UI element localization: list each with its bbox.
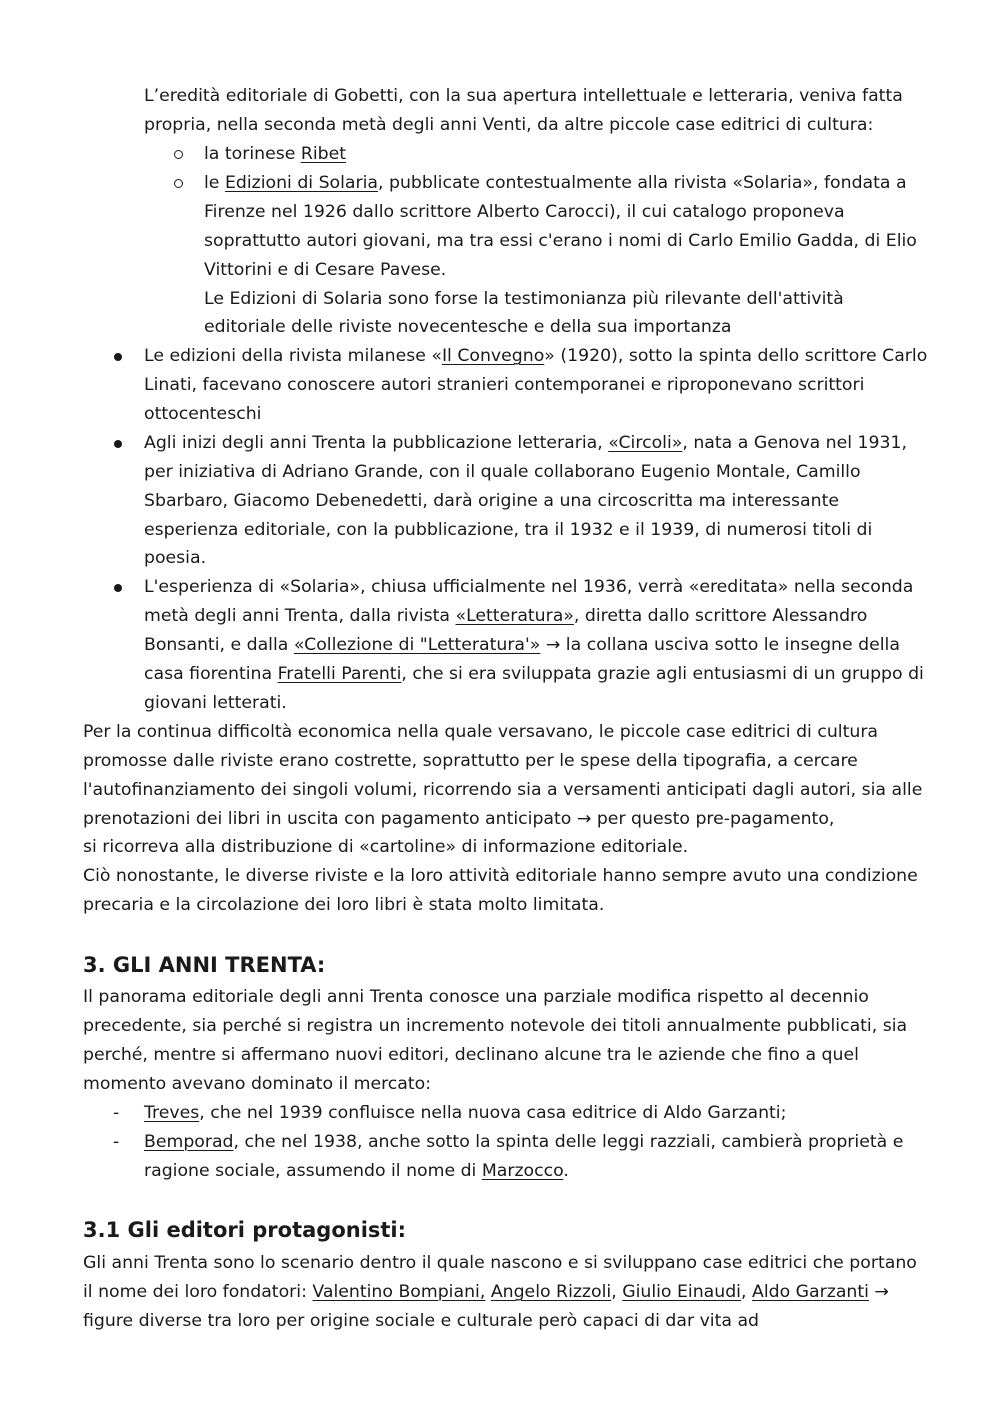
hollow-bullet-icon [174, 150, 183, 159]
list-item: ragione sociale, assumendo il nome di Marzocco. [144, 1161, 569, 1181]
bullet-icon [114, 353, 122, 361]
text-line: si ricorreva alla distribuzione di «cartoline» di informazione editoriale. [83, 837, 689, 857]
dash-bullet: - [113, 1103, 120, 1123]
link-giulio-einaudi[interactable]: Giulio Einaudi [622, 1282, 741, 1302]
list-item: le Edizioni di Solaria, pubblicate contestualmente alla rivista «Solaria», fondata a [204, 173, 907, 193]
text-line: perché, mentre si affermano nuovi editori, declinano alcune tra le aziende che fino a quel [83, 1045, 859, 1065]
text-line: editoriale delle riviste novecentesche e della sua importanza [204, 317, 732, 337]
hollow-bullet-icon [174, 179, 183, 188]
text-line: Linati, facevano conoscere autori stranieri contemporanei e riproponevano scrittori [144, 375, 865, 395]
text-line: Vittorini e di Cesare Pavese. [204, 260, 447, 280]
text-line: giovani letterati. [144, 693, 287, 713]
text-line: precedente, sia perché si registra un incremento notevole dei titoli annualmente pubblicati, sia [83, 1016, 908, 1036]
dash-bullet: - [113, 1132, 120, 1152]
list-item: Bemporad, che nel 1938, anche sotto la spinta delle leggi razziali, cambierà proprietà e [144, 1132, 904, 1152]
bullet-icon [114, 440, 122, 448]
text-line: per iniziativa di Adriano Grande, con il quale collaborano Eugenio Montale, Camillo [144, 462, 861, 482]
link-circoli[interactable]: «Circoli» [608, 433, 683, 453]
list-item: Le edizioni della rivista milanese «Il Convegno» (1920), sotto la spinta dello scrittore Carlo [144, 346, 928, 366]
text-line: precaria e la circolazione dei loro libri è stata molto limitata. [83, 895, 605, 915]
text-line: figure diverse tra loro per origine sociale e culturale però capaci di dar vita ad [83, 1311, 760, 1331]
link-valentino-bompiani[interactable]: Valentino Bompiani, [312, 1282, 486, 1302]
list-item: Agli inizi degli anni Trenta la pubblicazione letteraria, «Circoli», nata a Genova nel 1931, [144, 433, 908, 453]
text-line: prenotazioni dei libri in uscita con pagamento anticipato → per questo pre-pagamento, [83, 809, 835, 829]
list-item: casa fiorentina Fratelli Parenti, che si era sviluppata grazie agli entusiasmi di un gruppo di [144, 664, 924, 684]
section-heading: 3. GLI ANNI TRENTA: [83, 953, 326, 977]
section-heading: 3.1 Gli editori protagonisti: [83, 1218, 407, 1242]
text-line: esperienza editoriale, con la pubblicazione, tra il 1932 e il 1939, di numerosi titoli di [144, 520, 873, 540]
link-fratelli-parenti[interactable]: Fratelli Parenti [277, 664, 402, 684]
text-line: Sbarbaro, Giacomo Debenedetti, darà origine a una circoscritta ma interessante [144, 491, 839, 511]
link-bemporad[interactable]: Bemporad [144, 1132, 234, 1152]
text-line: soprattutto autori giovani, ma tra essi c'erano i nomi di Carlo Emilio Gadda, di Elio [204, 231, 917, 251]
text-line: poesia. [144, 548, 207, 568]
text-line: Il panorama editoriale degli anni Trenta conosce una parziale modifica rispetto al decennio [83, 987, 869, 1007]
list-item: metà degli anni Trenta, dalla rivista «Letteratura», diretta dallo scrittore Alessandro [144, 606, 868, 626]
text-line: Ciò nonostante, le diverse riviste e la loro attività editoriale hanno sempre avuto una condizione [83, 866, 918, 886]
list-item: Treves, che nel 1939 confluisce nella nuova casa editrice di Aldo Garzanti; [144, 1103, 787, 1123]
link-marzocco[interactable]: Marzocco [481, 1161, 564, 1181]
link-ribet[interactable]: Ribet [300, 144, 347, 164]
text-line: ottocenteschi [144, 404, 262, 424]
link-edizioni-di-solaria[interactable]: Edizioni di Solaria [224, 173, 379, 193]
link-il-convegno[interactable]: Il Convegno [441, 346, 545, 366]
text-line: momento avevano dominato il mercato: [83, 1074, 432, 1094]
text-line: L’eredità editoriale di Gobetti, con la sua apertura intellettuale e letteraria, veniva fatta [144, 86, 903, 106]
text-line: Per la continua difficoltà economica nella quale versavano, le piccole case editrici di cultura [83, 722, 879, 742]
text-line: promosse dalle riviste erano costrette, soprattutto per le spese della tipografia, a cercare [83, 751, 858, 771]
text-line: Le Edizioni di Solaria sono forse la testimonianza più rilevante dell'attività [204, 289, 844, 309]
list-item: il nome dei loro fondatori: Valentino Bompiani, Angelo Rizzoli, Giulio Einaudi, Aldo Garzanti → [83, 1282, 889, 1302]
link-angelo-rizzoli[interactable]: Angelo Rizzoli [490, 1282, 612, 1302]
list-item: Bonsanti, e dalla «Collezione di "Letteratura'» → la collana usciva sotto le insegne della [144, 635, 900, 655]
link-collezione-di-letteratura[interactable]: «Collezione di "Letteratura'» [293, 635, 541, 655]
text-line: l'autofinanziamento dei singoli volumi, ricorrendo sia a versamenti anticipati dagli autori, sia alle [83, 780, 923, 800]
link-letteratura[interactable]: «Letteratura» [455, 606, 574, 626]
link-aldo-garzanti[interactable]: Aldo Garzanti [752, 1282, 869, 1302]
text-line: Firenze nel 1926 dallo scrittore Alberto Carocci), il cui catalogo proponeva [204, 202, 845, 222]
text-line: propria, nella seconda metà degli anni Venti, da altre piccole case editrici di cultura: [144, 115, 874, 135]
bullet-icon [114, 584, 122, 592]
link-treves[interactable]: Treves [144, 1103, 200, 1123]
text-line: Gli anni Trenta sono lo scenario dentro il quale nascono e si sviluppano case editrici che portano [83, 1253, 917, 1273]
text-line: L'esperienza di «Solaria», chiusa ufficialmente nel 1936, verrà «ereditata» nella seconda [144, 577, 914, 597]
list-item: la torinese Ribet [204, 144, 347, 164]
